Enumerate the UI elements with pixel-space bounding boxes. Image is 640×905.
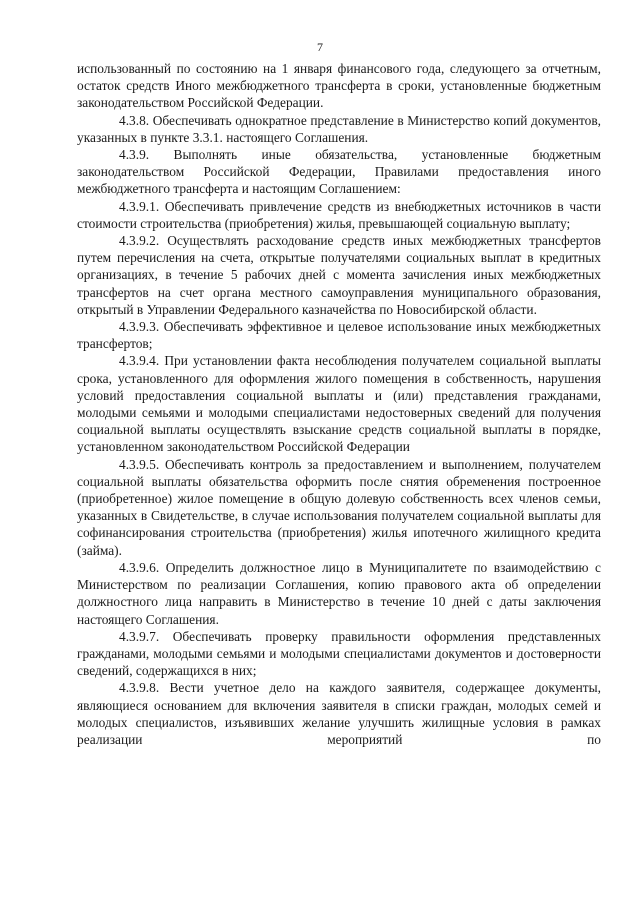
paragraph-4-3-9-3: 4.3.9.3. Обеспечивать эффективное и целевое использование иных межбюджетных трансфертов; [77, 319, 601, 352]
paragraph-4-3-9-5: 4.3.9.5. Обеспечивать контроль за предоставлением и выполнением, получателем социальной выплаты обязательства оформить после снятия обременения построенное (приобретенное) жилое помещение в общую долевую собственность всех членов семьи, указанных в Свидетельстве, в случае использования получателем социальной выплаты для софинансирования строительства (приобретения) жилья ипотечного жилищного кредита (займа). [77, 456, 601, 558]
paragraph-4-3-9-8: 4.3.9.8. Вести учетное дело на каждого заявителя, содержащее документы, являющиеся основанием для включения заявителя в списки граждан, молодых семей и молодых специалистов, изъявивших желание улучшить жилищные условия в рамках реализации мероприятий по [77, 680, 601, 747]
document-body [77, 60, 601, 748]
paragraph-4-3-9-1: 4.3.9.1. Обеспечивать привлечение средств из внебюджетных источников в части стоимости строительства (приобретения) жилья, превышающей социальную выплату; [77, 198, 601, 231]
paragraph-continuation: использованный по состоянию на 1 января финансового года, следующего за отчетным, остаток средств Иного межбюджетного трансферта в сроки, установленные бюджетным законодательством Российской Федерации. [77, 61, 601, 111]
paragraph-4-3-8: 4.3.8. Обеспечивать однократное представление в Министерство копий документов, указанных в пункте 3.3.1. настоящего Соглашения. [77, 112, 601, 145]
page-number: 7 [317, 40, 323, 54]
paragraph-4-3-9-4: 4.3.9.4. При установлении факта несоблюдения получателем социальной выплаты срока, установленного для оформления жилого помещения в собственность, нарушения условий предоставления социальной выплаты и (или) представления гражданами, молодыми семьями и молодыми специалистами недостоверных сведений для получения социальной выплаты осуществлять взыскание средств социальной выплаты в порядке, установленном законодательством Российской Федерации [77, 353, 601, 455]
paragraph-4-3-9-2: 4.3.9.2. Осуществлять расходование средств иных межбюджетных трансфертов путем перечисления на счета, открытые получателями социальных выплат в кредитных организациях, в течение 5 рабочих дней с момента зачисления иных межбюджетных трансфертов на счет органа местного самоуправления муниципального образования, открытый в Управлении Федерального казначейства по Новосибирской области. [77, 233, 601, 317]
paragraph-4-3-9: 4.3.9. Выполнять иные обязательства, установленные бюджетным законодательством Российской Федерации, Правилами предоставления иного межбюджетного трансферта и настоящим Соглашением: [77, 147, 601, 197]
paragraph-4-3-9-6: 4.3.9.6. Определить должностное лицо в Муниципалитете по взаимодействию с Министерством по реализации Соглашения, копию правового акта об определении должностного лица направить в Министерство в течение 10 дней с даты заключения настоящего Соглашения. [77, 559, 601, 627]
paragraph-4-3-9-7: 4.3.9.7. Обеспечивать проверку правильности оформления представленных гражданами, молодыми семьями и молодыми специалистами документов и достоверности сведений, содержащихся в них; [77, 628, 601, 679]
